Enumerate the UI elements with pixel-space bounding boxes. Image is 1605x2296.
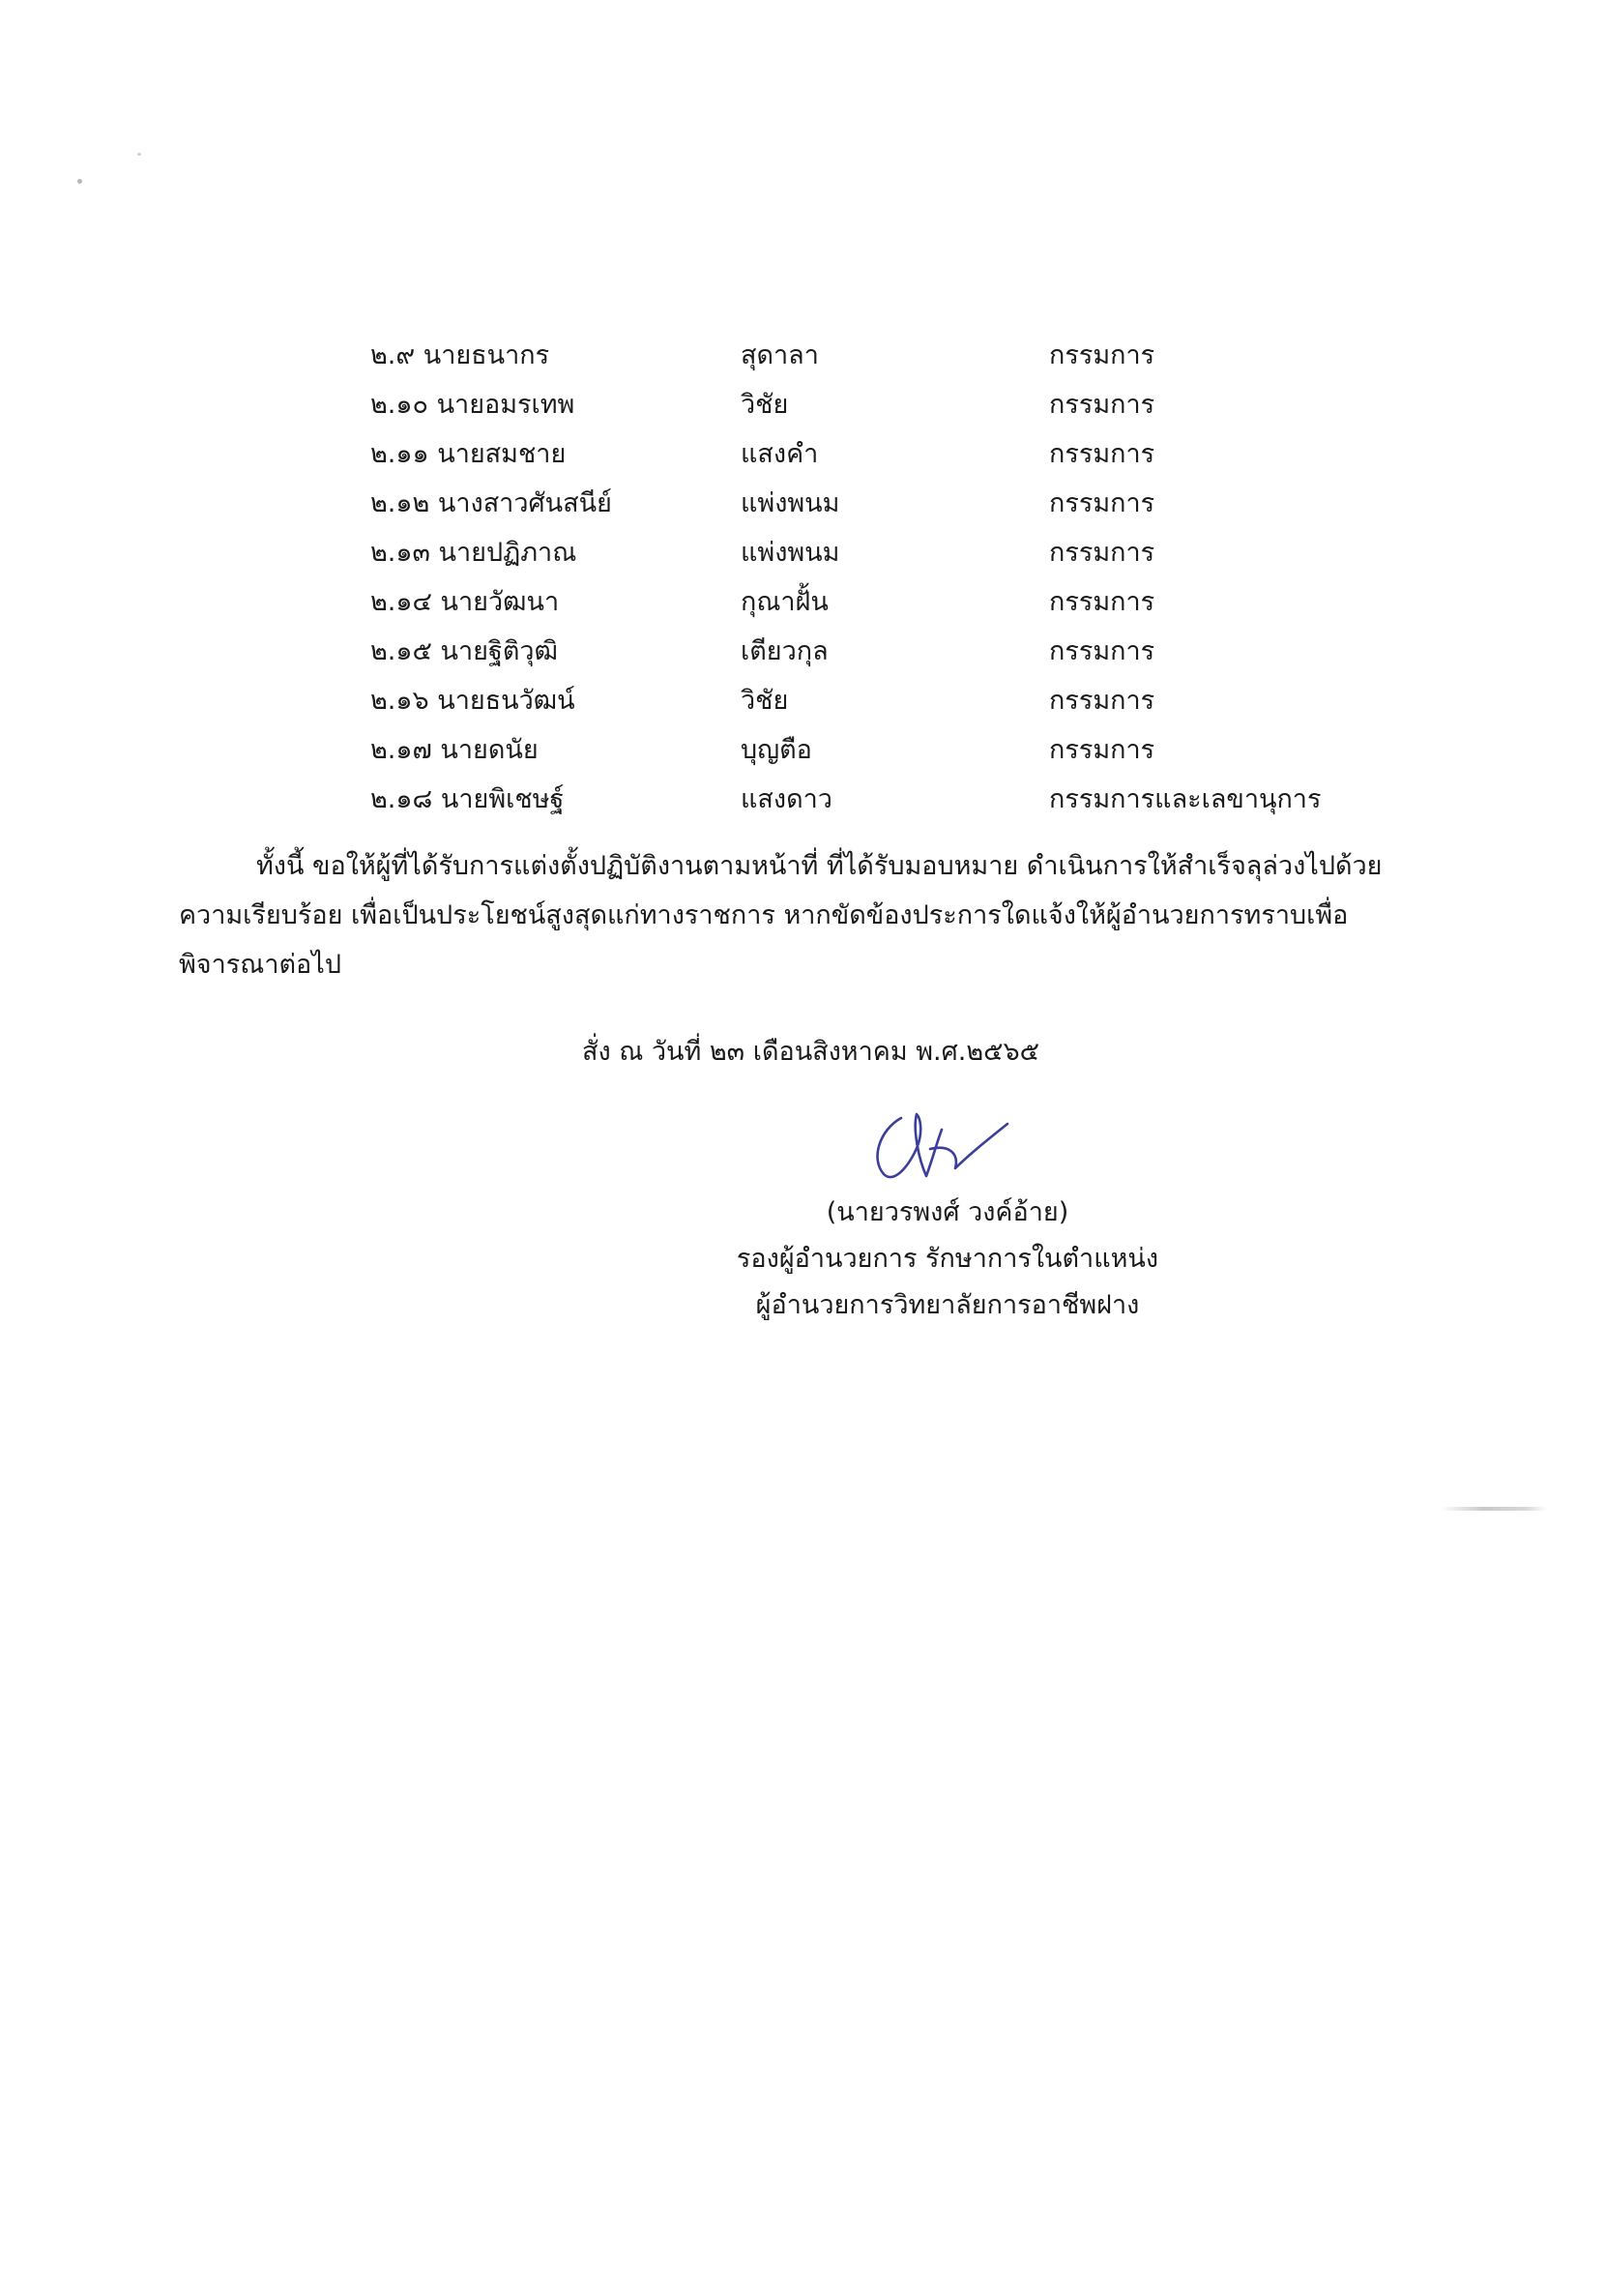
paragraph-line: พิจารณาต่อไป xyxy=(179,950,341,980)
member-surname: แสงคำ xyxy=(741,439,819,469)
order-date: สั่ง ณ วันที่ ๒๓ เดือนสิงหาคม พ.ศ.๒๕๖๕ xyxy=(582,1037,1040,1067)
member-role: กรรมการ xyxy=(1049,439,1155,469)
member-name: ๒.๙ นายธนากร xyxy=(370,340,550,370)
paragraph-line: ความเรียบร้อย เพื่อเป็นประโยชน์สูงสุดแก่ทางราชการ หากขัดข้องประการใดแจ้งให้ผู้อำนวยการทราบเพื่อ xyxy=(179,900,1349,930)
member-surname: กุณาฝั้น xyxy=(741,587,829,617)
member-role: กรรมการ xyxy=(1049,735,1155,765)
member-role: กรรมการ xyxy=(1049,538,1155,568)
member-surname: แพ่งพนม xyxy=(741,488,840,518)
member-name: ๒.๑๕ นายฐิติวุฒิ xyxy=(370,636,558,666)
signer-block xyxy=(696,1190,1199,1329)
member-name: ๒.๑๑ นายสมชาย xyxy=(370,439,567,469)
scan-speck xyxy=(77,179,82,184)
member-role: กรรมการ xyxy=(1049,390,1155,420)
member-surname: เตียวกุล xyxy=(741,636,829,666)
member-surname: แสงดาว xyxy=(741,784,832,814)
instruction-paragraph xyxy=(179,841,1416,989)
member-surname: แพ่งพนม xyxy=(741,538,840,568)
member-role: กรรมการและเลขานุการ xyxy=(1049,784,1322,814)
scan-speck xyxy=(137,153,141,156)
member-name: ๒.๑๒ นางสาวศันสนีย์ xyxy=(370,488,612,518)
member-role: กรรมการ xyxy=(1049,340,1155,370)
member-role: กรรมการ xyxy=(1049,488,1155,518)
member-surname: วิชัย xyxy=(741,390,789,420)
member-role: กรรมการ xyxy=(1049,686,1155,716)
handwritten-signature xyxy=(862,1101,1036,1192)
member-surname: บุญตือ xyxy=(741,735,812,765)
member-name: ๒.๑๗ นายดนัย xyxy=(370,735,539,765)
signer-title: ผู้อำนวยการวิทยาลัยการอาชีพฝาง xyxy=(755,1290,1140,1320)
member-role: กรรมการ xyxy=(1049,636,1155,666)
member-surname: วิชัย xyxy=(741,686,789,716)
member-name: ๒.๑๘ นายพิเชษฐ์ xyxy=(370,784,565,814)
member-name: ๒.๑๖ นายธนวัฒน์ xyxy=(370,686,575,716)
signer-title: รองผู้อำนวยการ รักษาการในตำแหน่ง xyxy=(736,1244,1159,1274)
paragraph-line: ทั้งนี้ ขอให้ผู้ที่ได้รับการแต่งตั้งปฏิบัติงานตามหน้าที่ ที่ได้รับมอบหมาย ดำเนินการให้สำเร็จลุล่วงไปด้วย xyxy=(256,851,1383,881)
scan-streak xyxy=(1441,1507,1547,1511)
member-surname: สุดาลา xyxy=(741,340,819,370)
member-role: กรรมการ xyxy=(1049,587,1155,617)
signer-name: (นายวรพงศ์ วงค์อ้าย) xyxy=(826,1197,1069,1227)
member-name: ๒.๑๔ นายวัฒนา xyxy=(370,587,560,617)
member-name: ๒.๑๓ นายปฏิภาณ xyxy=(370,538,577,568)
member-name: ๒.๑๐ นายอมรเทพ xyxy=(370,390,575,420)
